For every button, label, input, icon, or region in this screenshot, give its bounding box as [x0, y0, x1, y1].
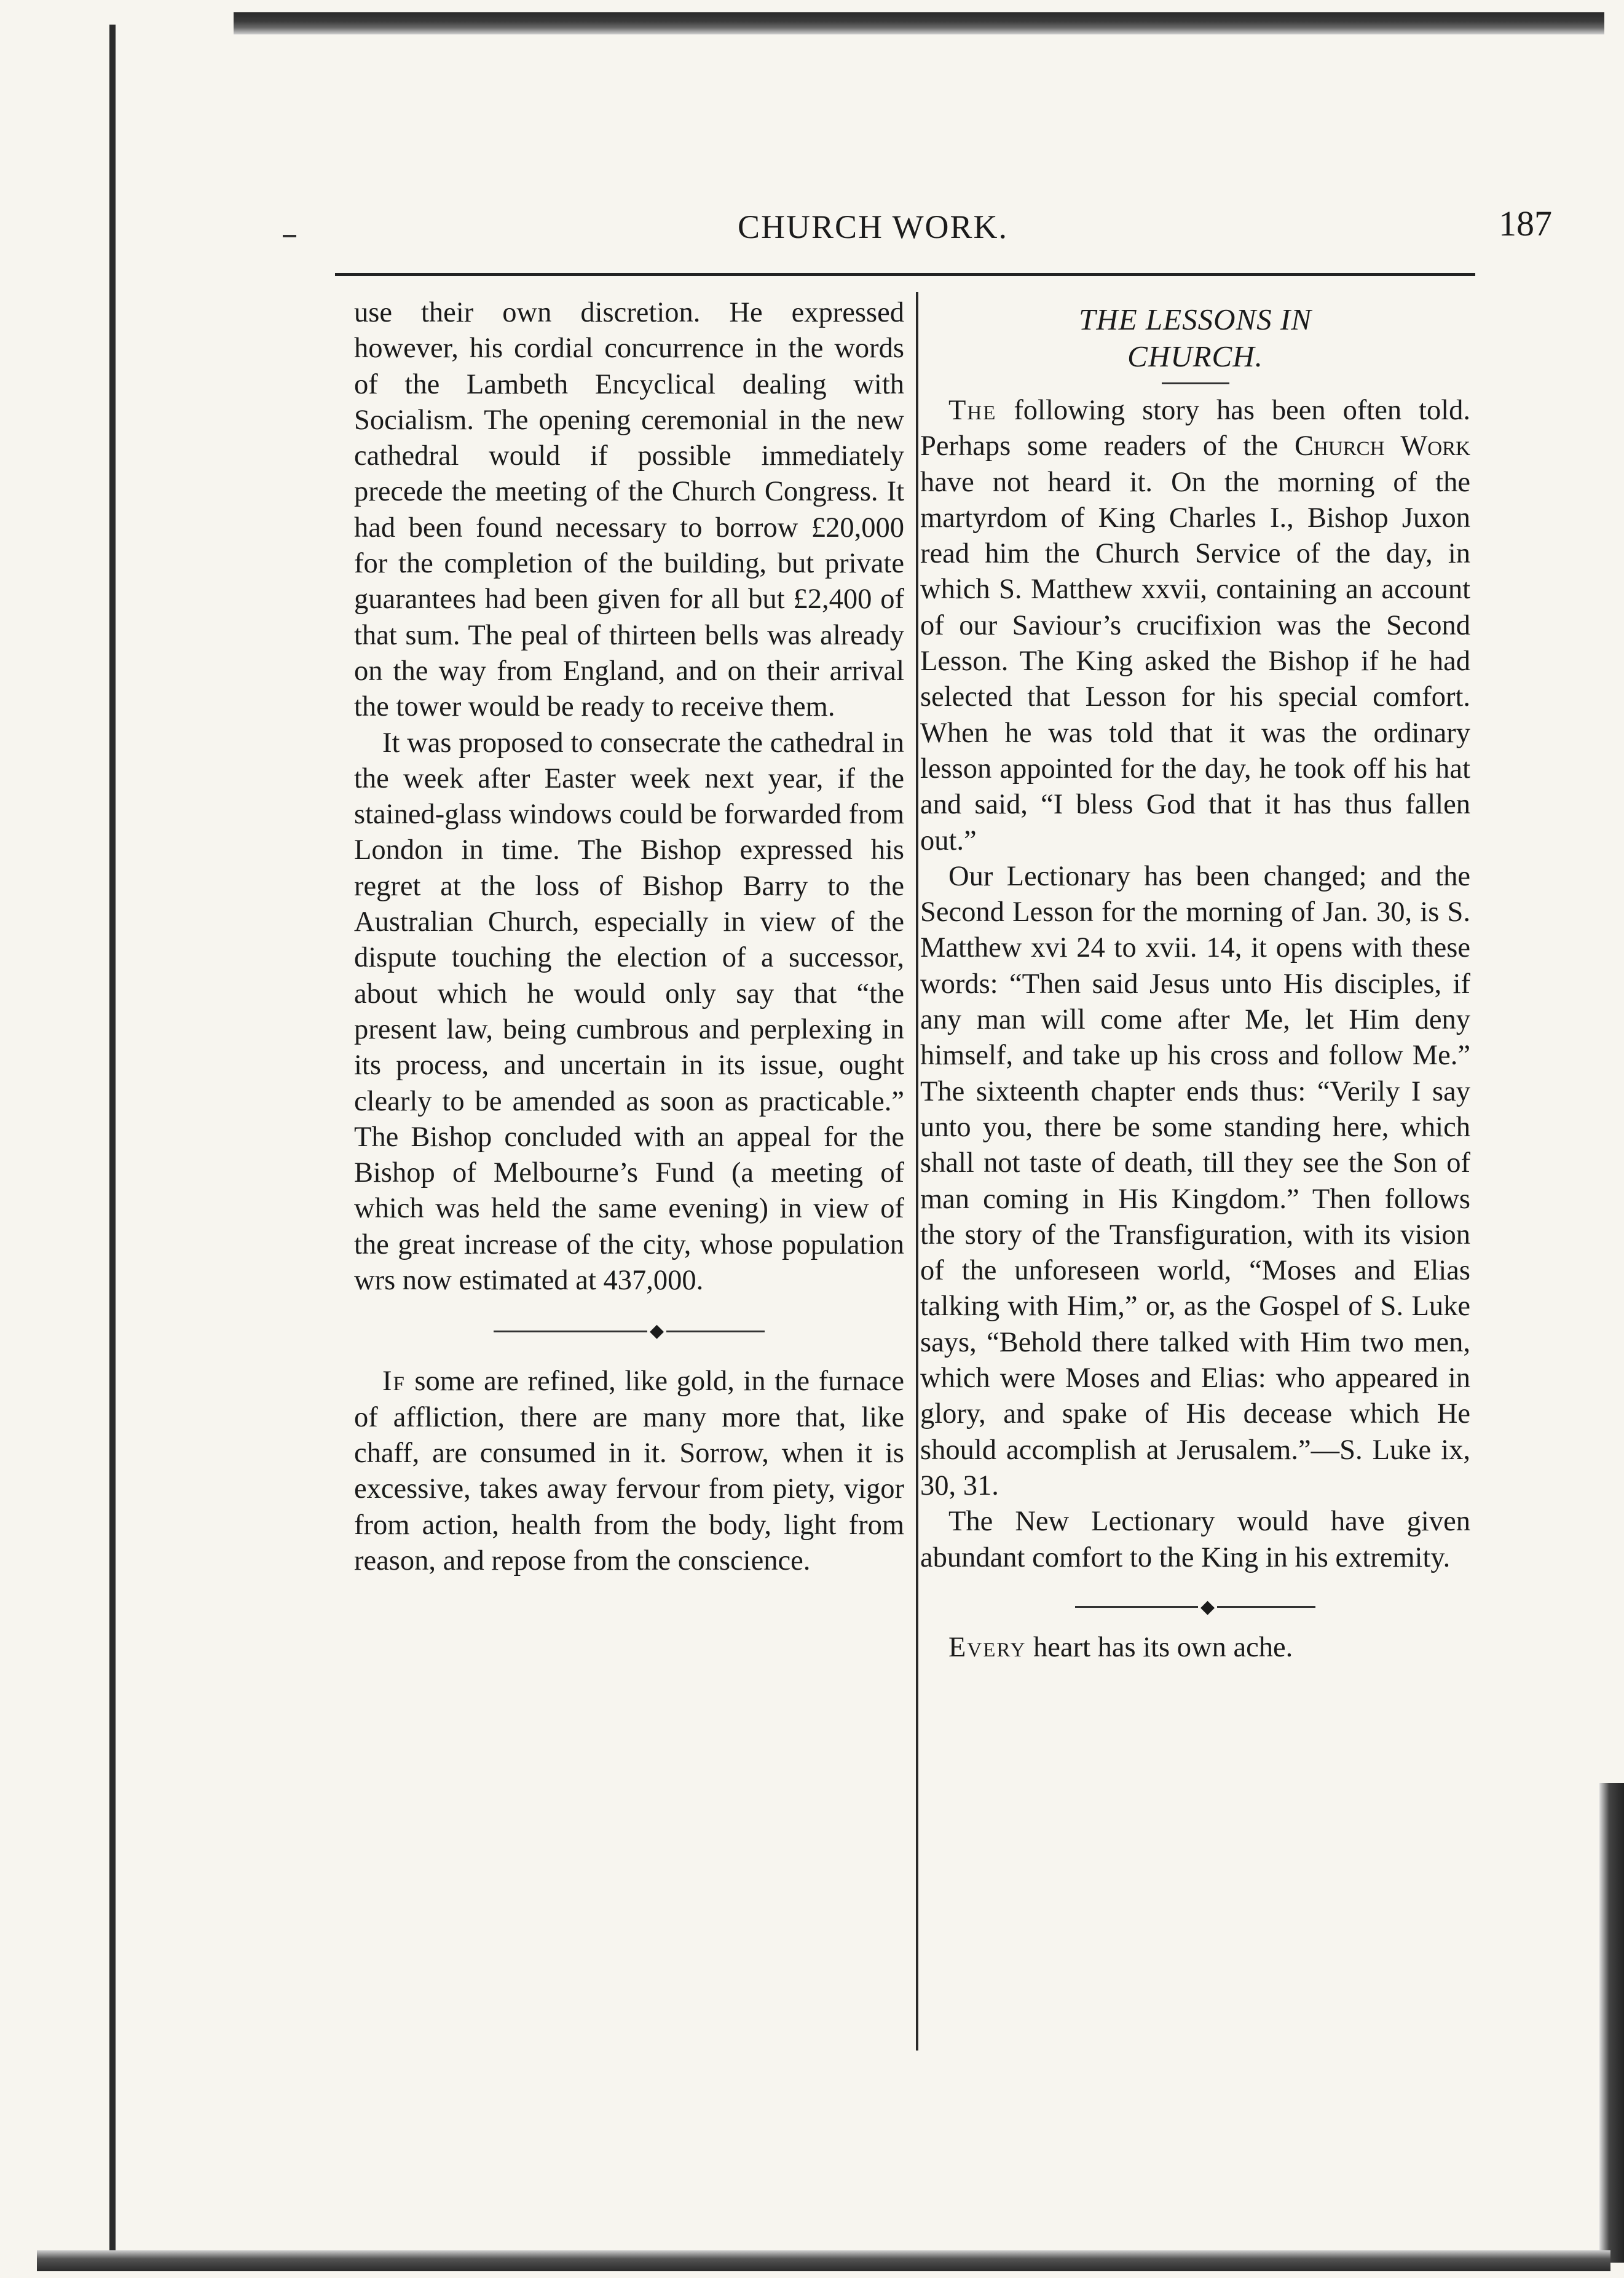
article-heading [920, 301, 1470, 375]
paragraph: use their own discretion. He expressed however, his cordial concurrence in the words of the Lambeth Encyclical dealing with Socialism. The opening ceremonial in the new cathedral would if possible immediately precede the meeting of the Church Congress. It had been found necessary to borrow £20,000 for the completion of the building, but private guarantees had been given for all but £2,400 of that sum. The peal of thirteen bells was already on the way from England, and on their arrival the tower would be ready to receive them. [354, 297, 904, 723]
page-right-edge [1599, 1783, 1624, 2263]
publication-name: Church Work [1294, 430, 1470, 462]
ornament-divider: ◆ [920, 1584, 1470, 1630]
left-column [354, 295, 904, 1579]
paragraph: Our Lectionary has been changed; and the Second Lesson for the morning of Jan. 30, is S. Matthew xvi 24 to xvii. 14, it opens with these words: “Then said Jesus unto His disciples, if any man will come after Me, let Him deny himself, and take up his cross and follow Me.” The sixteenth chapter ends thus: “Verily I say unto you, there be some standing here, which shall not taste of death, till they see the Son of man coming in His Kingdom.” Then follows the story of the Transfiguration, with its vision of the unforeseen world, “Moses and Elias talking with Him,” or, as the Gospel of S. Luke says, “Behold there talked with Him two men, which were Moses and Elias: who appeared in glory, and spake of His decease which He should accomplish at Jerusalem.”—S. Luke ix, 30, 31. [920, 860, 1470, 1501]
heading-line: CHURCH. [1127, 339, 1263, 373]
paragraph [920, 393, 1470, 859]
heading-rule [1162, 382, 1229, 384]
page-left-edge [109, 25, 116, 2250]
page-number: 187 [1499, 204, 1552, 243]
right-column [920, 295, 1470, 1666]
paragraph: It was proposed to consecrate the cathedral in the week after Easter week next year, if the stained-glass windows could be forwarded from London in time. The Bishop expressed his regret at the loss of Bishop Barry to the Australian Church, especially in view of the dispute touching the election of a successor, about which he would only say that “the present law, being cumbrous and perplexing in its process, and uncertain in its issue, ought clearly to be amended as soon as practicable.” The Bishop concluded with an appeal for the Bishop of Melbourne’s Fund (a meeting of which was held the same evening) in view of the great increase of the city, whose population wrs now estimated at 437,000. [354, 727, 904, 1297]
lead-word: If [382, 1366, 406, 1398]
lead-word: The [948, 395, 997, 426]
paragraph [920, 1630, 1470, 1666]
paragraph-text: some are refined, like gold, in the furnace of affliction, there are many more that, like chaff, are consumed in it. Sorrow, when it is excessive, takes away fervour from piety, vigor from action, health from the body, light from reason, and repose from the conscience. [354, 1366, 904, 1576]
heading-line: THE LESSONS IN [1079, 303, 1312, 336]
lead-word: Every [948, 1631, 1027, 1663]
header-rule [335, 273, 1475, 276]
paragraph-text: have not heard it. On the morning of the martyrdom of King Charles I., Bishop Juxon read him the Church Service of the day, in which S. Matthew xxvii, containing an account of our Saviour’s crucifixion was the Second Lesson. The King asked the Bishop if he had selected that Lesson for his special comfort. When he was told that it was the ordinary lesson appointed for the day, he took off his hat and said, “I bless God that it has thus fallen out.” [920, 466, 1470, 856]
ornament-divider: ◆ [354, 1308, 904, 1354]
margin-mark [283, 235, 296, 237]
paragraph: The New Lectionary would have given abundant comfort to the King in his extremity. [920, 1506, 1470, 1573]
column-divider [916, 292, 918, 2051]
paragraph [354, 1364, 904, 1579]
paragraph-text: heart has its own ache. [1026, 1631, 1293, 1663]
page-top-edge [234, 12, 1604, 34]
running-head: CHURCH WORK. [738, 208, 1009, 245]
page-bottom-edge [37, 2250, 1610, 2271]
paragraph-text: following story has been often told. Perhaps some readers of the [920, 395, 1470, 462]
